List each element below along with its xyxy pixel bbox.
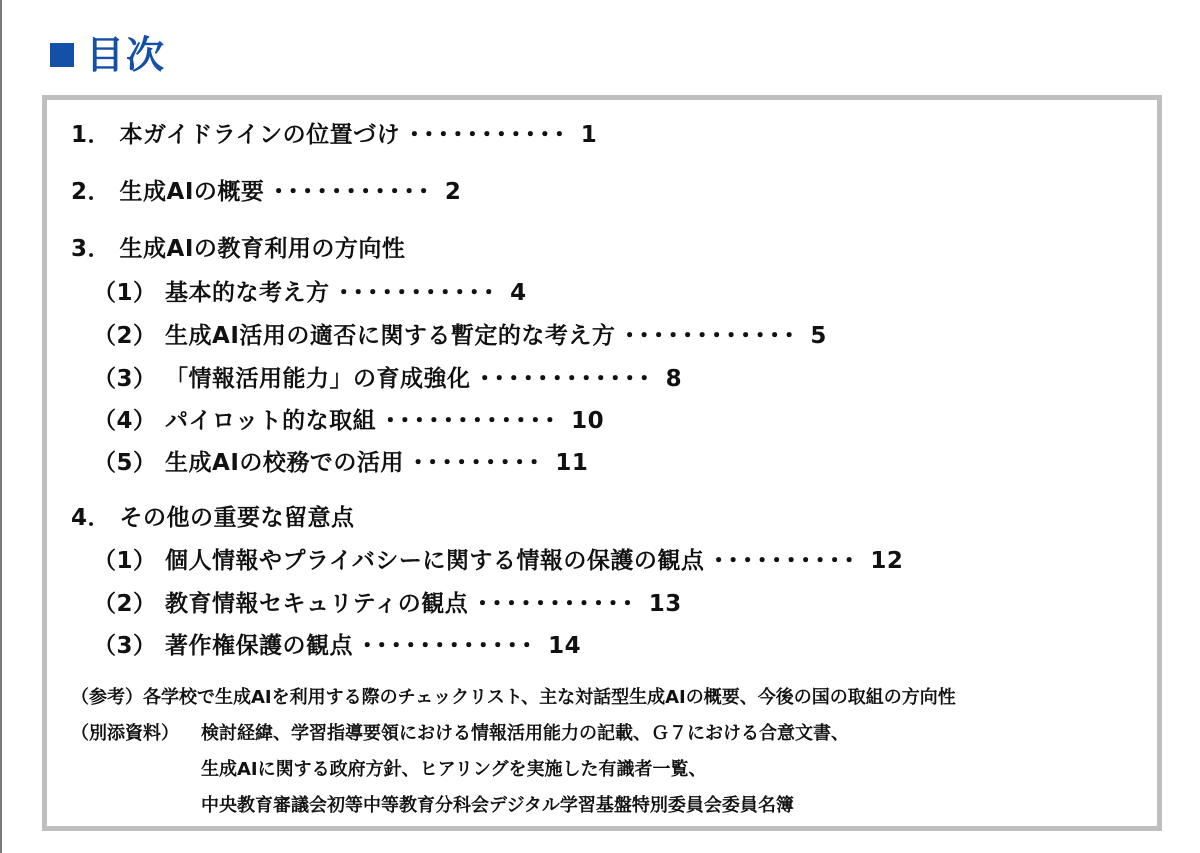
toc-number: 1． — [71, 122, 112, 148]
toc-number: 3． — [71, 236, 112, 262]
toc-leader: ･･････････ — [712, 548, 858, 574]
toc-page-number: 1 — [580, 122, 598, 148]
attachment-line-3: 中央教育審議会初等中等教育分科会デジタル学習基盤特別委員会委員名簿 — [201, 795, 794, 816]
toc-leader: ････････････ — [623, 323, 798, 349]
toc-entry-3[interactable] — [71, 234, 405, 264]
toc-page-number: 4 — [510, 280, 527, 306]
toc-number: （4） — [93, 408, 157, 434]
toc-leader: ････････････ — [479, 366, 654, 392]
attachment-line-2: 生成AIに関する政府方針、ヒアリングを実施した有識者一覧、 — [201, 759, 707, 780]
reference-text: 各学校で生成AIを利用する際のチェックリスト、主な対話型生成AIの概要、今後の国の取組の方向性 — [143, 687, 956, 708]
toc-title: 生成AI活用の適否に関する暫定的な考え方 — [165, 323, 616, 349]
toc-leader: ････････････ — [384, 408, 559, 434]
page-left-border — [0, 0, 2, 853]
toc-title: 著作権保護の観点 — [165, 633, 354, 659]
toc-leader: ･･･････････ — [476, 591, 637, 617]
toc-entry-3-1[interactable] — [93, 278, 527, 308]
toc-page-number: 5 — [810, 323, 827, 349]
toc-leader: ･･･････････ — [338, 280, 498, 306]
toc-entry-3-4[interactable] — [93, 406, 604, 436]
toc-leader: ･･･････････ — [272, 179, 433, 205]
toc-title: 個人情報やプライバシーに関する情報の保護の観点 — [165, 548, 705, 574]
toc-title: 基本的な考え方 — [165, 280, 330, 306]
toc-number: 4． — [71, 505, 112, 531]
toc-entry-3-2[interactable] — [93, 321, 827, 351]
toc-leader: ･････････ — [412, 450, 543, 476]
toc-number: （1） — [93, 548, 157, 574]
toc-box — [42, 95, 1162, 831]
page-header — [50, 30, 166, 80]
reference-note — [71, 686, 956, 710]
toc-number: （3） — [93, 633, 157, 659]
toc-leader: ････････････ — [361, 633, 536, 659]
toc-entry-1[interactable] — [71, 120, 597, 150]
toc-title: 教育情報セキュリティの観点 — [165, 591, 469, 617]
toc-page-number: 12 — [870, 548, 904, 574]
toc-entry-4-1[interactable] — [93, 546, 903, 576]
toc-entry-3-3[interactable] — [93, 364, 682, 394]
toc-page-number: 10 — [571, 408, 605, 434]
toc-leader: ･･･････････ — [408, 122, 569, 148]
toc-entry-2[interactable] — [71, 177, 461, 207]
toc-page-number: 8 — [665, 366, 683, 392]
toc-title: パイロット的な取組 — [165, 408, 377, 434]
toc-number: （2） — [93, 591, 157, 617]
attachment-line-1: 検討経緯、学習指導要領における情報活用能力の記載、Ｇ７における合意文書、 — [201, 723, 849, 744]
attachment-label: （別添資料） — [71, 723, 179, 744]
toc-entry-4[interactable] — [71, 503, 355, 533]
toc-entry-4-2[interactable] — [93, 589, 682, 619]
toc-page-number: 14 — [548, 633, 582, 659]
toc-title: 「情報活用能力」の育成強化 — [165, 366, 471, 392]
toc-number: （1） — [93, 280, 157, 306]
toc-title: その他の重要な留意点 — [119, 505, 355, 531]
attachment-note-label — [71, 722, 179, 746]
page-title: 目次 — [86, 33, 167, 77]
square-bullet-icon — [50, 43, 74, 67]
reference-label: （参考） — [71, 687, 143, 708]
toc-number: （5） — [93, 450, 157, 476]
toc-entry-3-5[interactable] — [93, 448, 588, 478]
toc-number: （3） — [93, 366, 157, 392]
toc-page-number: 11 — [555, 450, 589, 476]
toc-title: 生成AIの校務での活用 — [165, 450, 404, 476]
toc-entry-4-3[interactable] — [93, 631, 581, 661]
toc-page-number: 13 — [648, 591, 682, 617]
toc-title: 生成AIの教育利用の方向性 — [119, 236, 406, 262]
toc-number: 2． — [71, 179, 112, 205]
toc-title: 生成AIの概要 — [119, 179, 265, 205]
toc-number: （2） — [93, 323, 157, 349]
toc-page-number: 2 — [444, 179, 462, 205]
toc-title: 本ガイドラインの位置づけ — [119, 122, 401, 148]
